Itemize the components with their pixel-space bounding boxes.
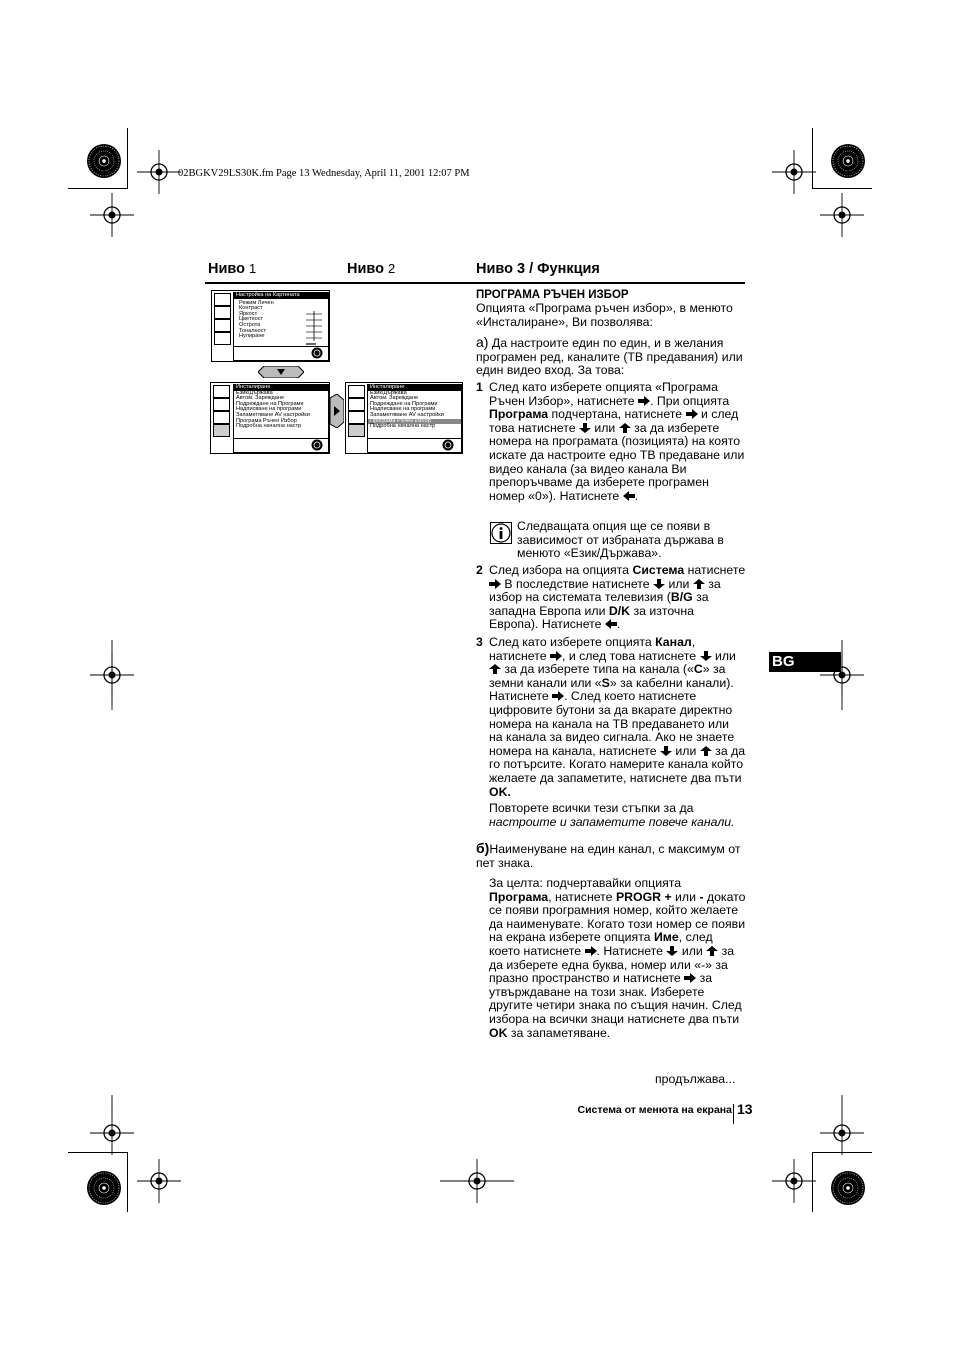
text: за запаметяване. <box>507 1025 611 1040</box>
part-b <box>476 842 746 870</box>
footer-divider <box>733 1104 734 1124</box>
level1-number: 1 <box>249 261 257 276</box>
menu-item: Подробна начална настр <box>370 423 436 430</box>
step-2 <box>476 564 746 632</box>
menu-item: Тоналност <box>239 327 267 334</box>
step-number: 3 <box>476 635 483 649</box>
menu-item: Подреждане на Програми <box>236 400 304 407</box>
sound-icon <box>348 398 365 411</box>
menu-item: Надписване на програми <box>370 406 436 413</box>
timer-icon <box>214 319 231 332</box>
intro-text: Опцията «Програма ръчен избор», в менюто «Инсталиране», Ви позволява: <box>476 301 733 329</box>
ok-button-icon <box>310 347 324 359</box>
menu-install-right <box>345 382 463 454</box>
text: , и след това натиснете <box>561 648 700 663</box>
menu-item: Запаметяване AV настройки <box>370 411 444 418</box>
part-a-label: а) <box>476 334 489 350</box>
text: . Натиснете <box>596 943 667 958</box>
timer-icon <box>348 411 365 424</box>
repeat-text <box>489 802 746 829</box>
bold-term: Система <box>632 563 685 577</box>
section-title: ПРОГРАМА РЪЧЕН ИЗБОР <box>476 289 629 301</box>
text: натиснете <box>684 563 746 577</box>
text: за да го потърсите. Когато намерите канала който желаете да запаметите, натиснете два пъти <box>489 743 746 785</box>
up-arrow-icon <box>693 579 705 589</box>
right-arrow-icon <box>489 579 501 589</box>
step-text <box>489 636 746 829</box>
bold-term: Програма <box>489 407 549 422</box>
text: . След което натиснете цифровите бутони за да вкарате директно номера на канала на ТВ предаването или на канала за видео сигнала. Ако не знаете номера на канала, натиснете <box>489 689 735 758</box>
text: или <box>675 889 700 904</box>
level2-word: Ниво <box>347 261 384 277</box>
text: докато се появи програмния номер, който желаете да наименувате. Когато този номер се появи на екрана изберете опцията <box>489 889 746 945</box>
step-number: 2 <box>476 563 483 577</box>
picture-icon <box>348 385 365 398</box>
menu-item: Режим Личен <box>239 299 274 306</box>
part-b-text: Наименуване на един канал, с максимум от пет знака. <box>476 842 741 870</box>
continues-text: продължава... <box>655 1072 736 1086</box>
text: за западна Европа или <box>489 590 709 618</box>
down-arrow-icon <box>653 579 665 589</box>
bold-term: C <box>693 662 703 677</box>
header-level-1 <box>208 261 256 277</box>
sound-icon <box>214 306 231 319</box>
text: , натиснете <box>548 889 616 904</box>
text: и след това натиснете <box>489 407 739 435</box>
menu-item: Автом. Зареждане <box>236 395 285 402</box>
text: или <box>711 648 736 663</box>
step-3 <box>476 636 746 829</box>
text: . При опцията <box>650 393 730 408</box>
header-level-3: Ниво 3 / Функция <box>476 261 600 277</box>
step-number: 1 <box>476 380 483 394</box>
info-icon <box>490 522 512 544</box>
menu-picture-title: Настройка на Картината <box>234 293 328 299</box>
bold-term: S <box>601 675 610 690</box>
level-sliders <box>306 310 324 346</box>
text: за утвърждаване на този знак. Изберете другите четири знака по същия начин. След избора на всички знаци натиснете два пъти <box>489 971 742 1026</box>
up-arrow-icon <box>489 664 501 674</box>
step-1 <box>476 381 746 503</box>
up-arrow-icon <box>706 946 718 956</box>
text: » за земни канали или « <box>489 662 726 690</box>
level2-number: 2 <box>388 261 396 276</box>
text: . <box>616 617 621 632</box>
bold-term: D/K <box>608 603 631 618</box>
text: или <box>672 743 700 758</box>
menu-item: Език/Държава <box>370 389 407 396</box>
right-arrow-icon <box>638 396 650 406</box>
bold-term: B/G <box>670 590 693 605</box>
text: подчертана, натиснете <box>548 407 686 422</box>
bold-term: OK <box>489 1025 508 1040</box>
text: за да изберете типа на канала (« <box>501 662 694 677</box>
menu-item: Програма Ръчен Избор <box>236 417 297 424</box>
menu-install-title: Инсталиране <box>234 385 328 391</box>
part-b-label: б) <box>476 840 490 856</box>
text: за да изберете номера на програмата (позицията) на която искате да настроите едно ТВ предаване или видео канала (за видео канала Ви препоръчваме да изберете програмен номер «0»). Натиснете <box>489 420 745 503</box>
file-header: 02BGKV29LS30K.fm Page 13 Wednesday, April 11, 2001 12:07 PM <box>178 168 470 179</box>
menu-install-title: Инсталиране <box>368 385 461 391</box>
part-a-text: Да настроите един по един, и в желания програмен ред, каналите (ТВ предавания) или един видео вход. За това: <box>476 336 743 378</box>
text: за избор на системата телевизия ( <box>489 576 721 605</box>
down-arrow-icon <box>666 946 678 956</box>
step-text <box>489 381 746 503</box>
right-arrow-icon <box>684 973 696 983</box>
footer-section-title: Система от менюта на екрана <box>577 1104 732 1116</box>
install-icon <box>348 424 365 437</box>
bold-term: Име <box>653 930 679 945</box>
up-arrow-icon <box>619 423 631 433</box>
text: . <box>634 488 639 503</box>
bold-term: Програма <box>489 889 549 904</box>
menu-item-selected: Програма Ръчен Избор <box>368 419 461 425</box>
menu-install-left-panel <box>233 384 329 439</box>
right-arrow-icon <box>686 409 698 419</box>
right-arrow-icon <box>330 394 344 428</box>
text: за източна Европа). Натиснете <box>489 603 694 632</box>
menu-item: Цветност <box>239 316 264 323</box>
install-icon <box>213 424 230 437</box>
level1-word: Ниво <box>208 261 245 277</box>
menu-picture-panel <box>233 292 329 347</box>
text: След избора на опцията <box>489 563 633 577</box>
text: След като изберете опцията «Програма Ръчен Избор», натиснете <box>489 380 718 408</box>
bold-term: OK. <box>489 784 511 799</box>
menu-item: Надписване на програми <box>236 406 302 413</box>
left-arrow-icon <box>623 491 635 501</box>
left-arrow-icon <box>605 619 617 629</box>
text: » за кабелни канали). Натиснете <box>489 675 734 704</box>
down-arrow-icon <box>660 746 672 756</box>
down-arrow-icon <box>579 423 591 433</box>
right-arrow-icon <box>552 691 564 701</box>
ok-button-icon <box>441 439 455 451</box>
header-rule <box>205 282 745 284</box>
down-arrow-icon <box>258 366 304 378</box>
menu-item: Автом. Зареждане <box>370 395 419 402</box>
menu-item: Острота <box>239 321 261 328</box>
picture-icon <box>213 385 230 398</box>
text: или <box>590 420 619 435</box>
italic-text: настроите и запаметите повече канали. <box>489 814 735 829</box>
text: В последствие натиснете <box>501 576 654 591</box>
text: , натиснете <box>489 635 696 663</box>
text: , след което натиснете <box>489 930 713 958</box>
part-b-instructions <box>489 877 746 1040</box>
menu-item: Подреждане на Програми <box>370 400 438 407</box>
language-tab: BG <box>769 652 841 672</box>
text: След като изберете опцията <box>489 635 656 649</box>
menu-install-left <box>210 382 330 454</box>
picture-icon <box>214 293 231 306</box>
bold-term: PROGR + <box>615 889 676 904</box>
part-a <box>476 336 746 378</box>
menu-item: Контраст <box>239 305 263 312</box>
ok-button-icon <box>310 439 324 451</box>
note-text: Следващата опция ще се появи в зависимост от избраната държава в менюто «Език/Държава». <box>517 519 724 561</box>
down-arrow-icon <box>700 651 712 661</box>
install-icon <box>214 332 231 345</box>
timer-icon <box>213 411 230 424</box>
step-text <box>489 564 746 632</box>
menu-item: Яркост <box>239 310 258 317</box>
menu-picture <box>211 290 330 362</box>
bold-term: Канал <box>655 635 692 649</box>
menu-item: Нулиране <box>239 333 265 340</box>
sound-icon <box>213 398 230 411</box>
text: За целта: подчертавайки опцията <box>489 876 682 890</box>
menu-item: Подробна начална настр <box>236 423 302 430</box>
text: или <box>678 943 707 958</box>
menu-item: Език/Държава <box>236 389 273 396</box>
page-number: 13 <box>737 1101 753 1117</box>
menu-item: Запаметяване AV настройки <box>236 411 310 418</box>
up-arrow-icon <box>700 746 712 756</box>
right-arrow-icon <box>585 946 597 956</box>
text: или <box>665 576 693 591</box>
text: за да изберете една буква, номер или «-» за празно пространство и натиснете <box>489 943 735 986</box>
right-arrow-icon <box>550 651 562 661</box>
text: Повторете всички тези стъпки за да <box>489 801 694 816</box>
header-level-2 <box>347 261 395 277</box>
menu-install-right-panel <box>367 384 462 439</box>
bold-term: - <box>699 889 704 904</box>
